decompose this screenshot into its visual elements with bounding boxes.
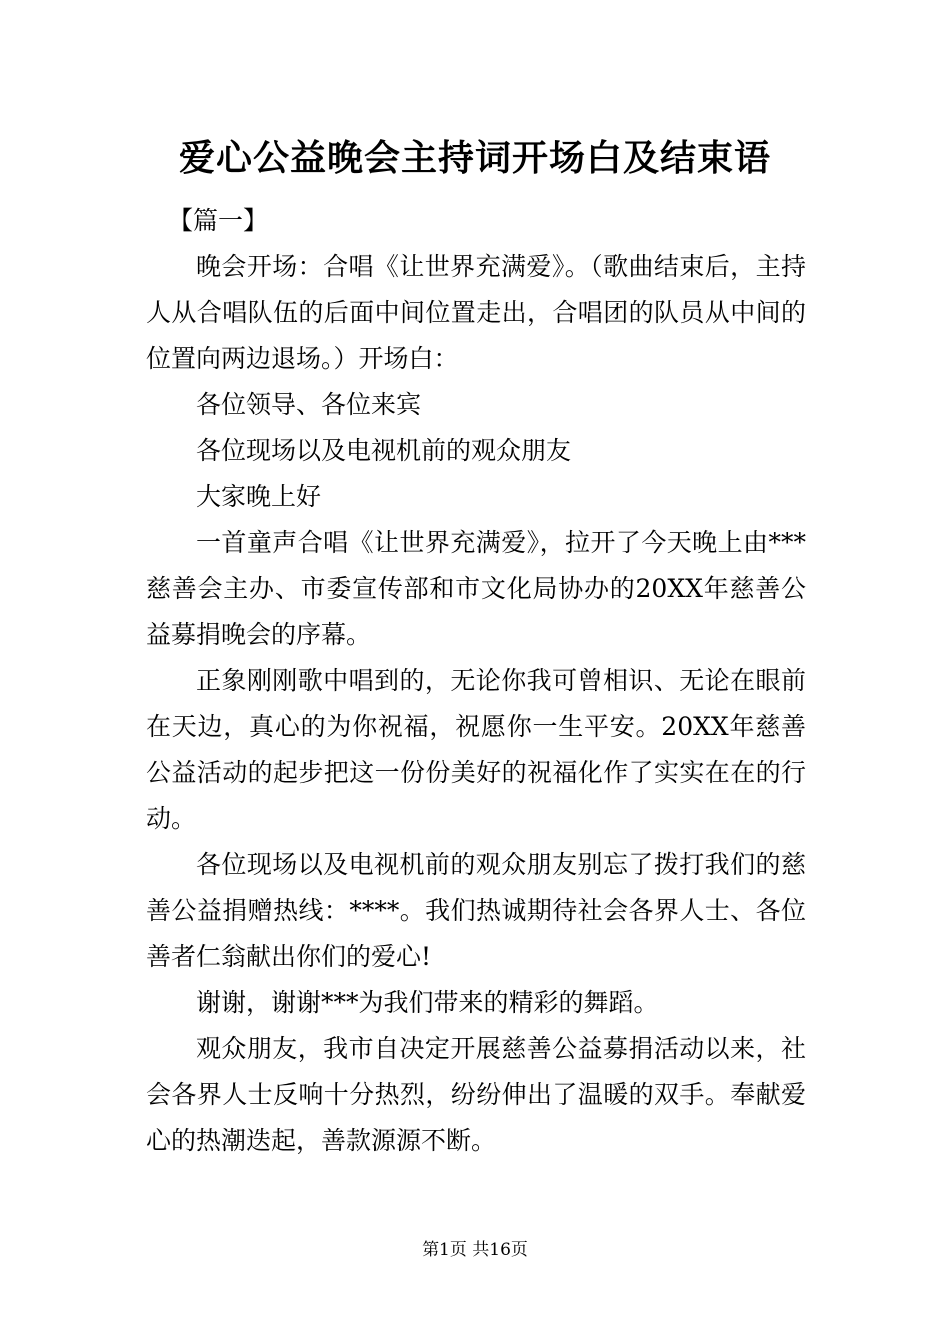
paragraph: 晚会开场：合唱《让世界充满爱》。（歌曲结束后，主持人从合唱队伍的后面中间位置走出，合唱团的队员从中间的位置向两边退场。）开场白：	[146, 252, 806, 373]
paragraph: 各位现场以及电视机前的观众朋友	[196, 436, 572, 465]
paragraph: 观众朋友，我市自决定开展慈善公益募捐活动以来，社会各界人士反响十分热烈，纷纷伸出了温暖的双手。奉献爱心的热潮迭起，善款源源不断。	[146, 1034, 806, 1155]
section-heading: 【篇一】	[168, 206, 269, 235]
document-body	[146, 198, 806, 1164]
page-number-footer: 第1页 共16页	[422, 1240, 528, 1260]
paragraph: 正象刚刚歌中唱到的，无论你我可曾相识、无论在眼前在天边，真心的为你祝福，祝愿你一生平安。20XX年慈善公益活动的起步把这一份份美好的祝福化作了实实在在的行动。	[146, 666, 806, 833]
document-title: 爱心公益晚会主持词开场白及结束语	[178, 137, 771, 179]
paragraph: 各位领导、各位来宾	[196, 390, 422, 419]
paragraph: 谢谢，谢谢***为我们带来的精彩的舞蹈。	[196, 988, 659, 1017]
paragraph: 一首童声合唱《让世界充满爱》，拉开了今天晚上由***慈善会主办、市委宣传部和市文化局协办的20XX年慈善公益募捐晚会的序幕。	[146, 528, 806, 649]
paragraph: 大家晚上好	[196, 482, 322, 511]
paragraph: 各位现场以及电视机前的观众朋友别忘了拨打我们的慈善公益捐赠热线：****。我们热诚期待社会各界人士、各位善者仁翁献出你们的爱心!	[146, 850, 806, 971]
